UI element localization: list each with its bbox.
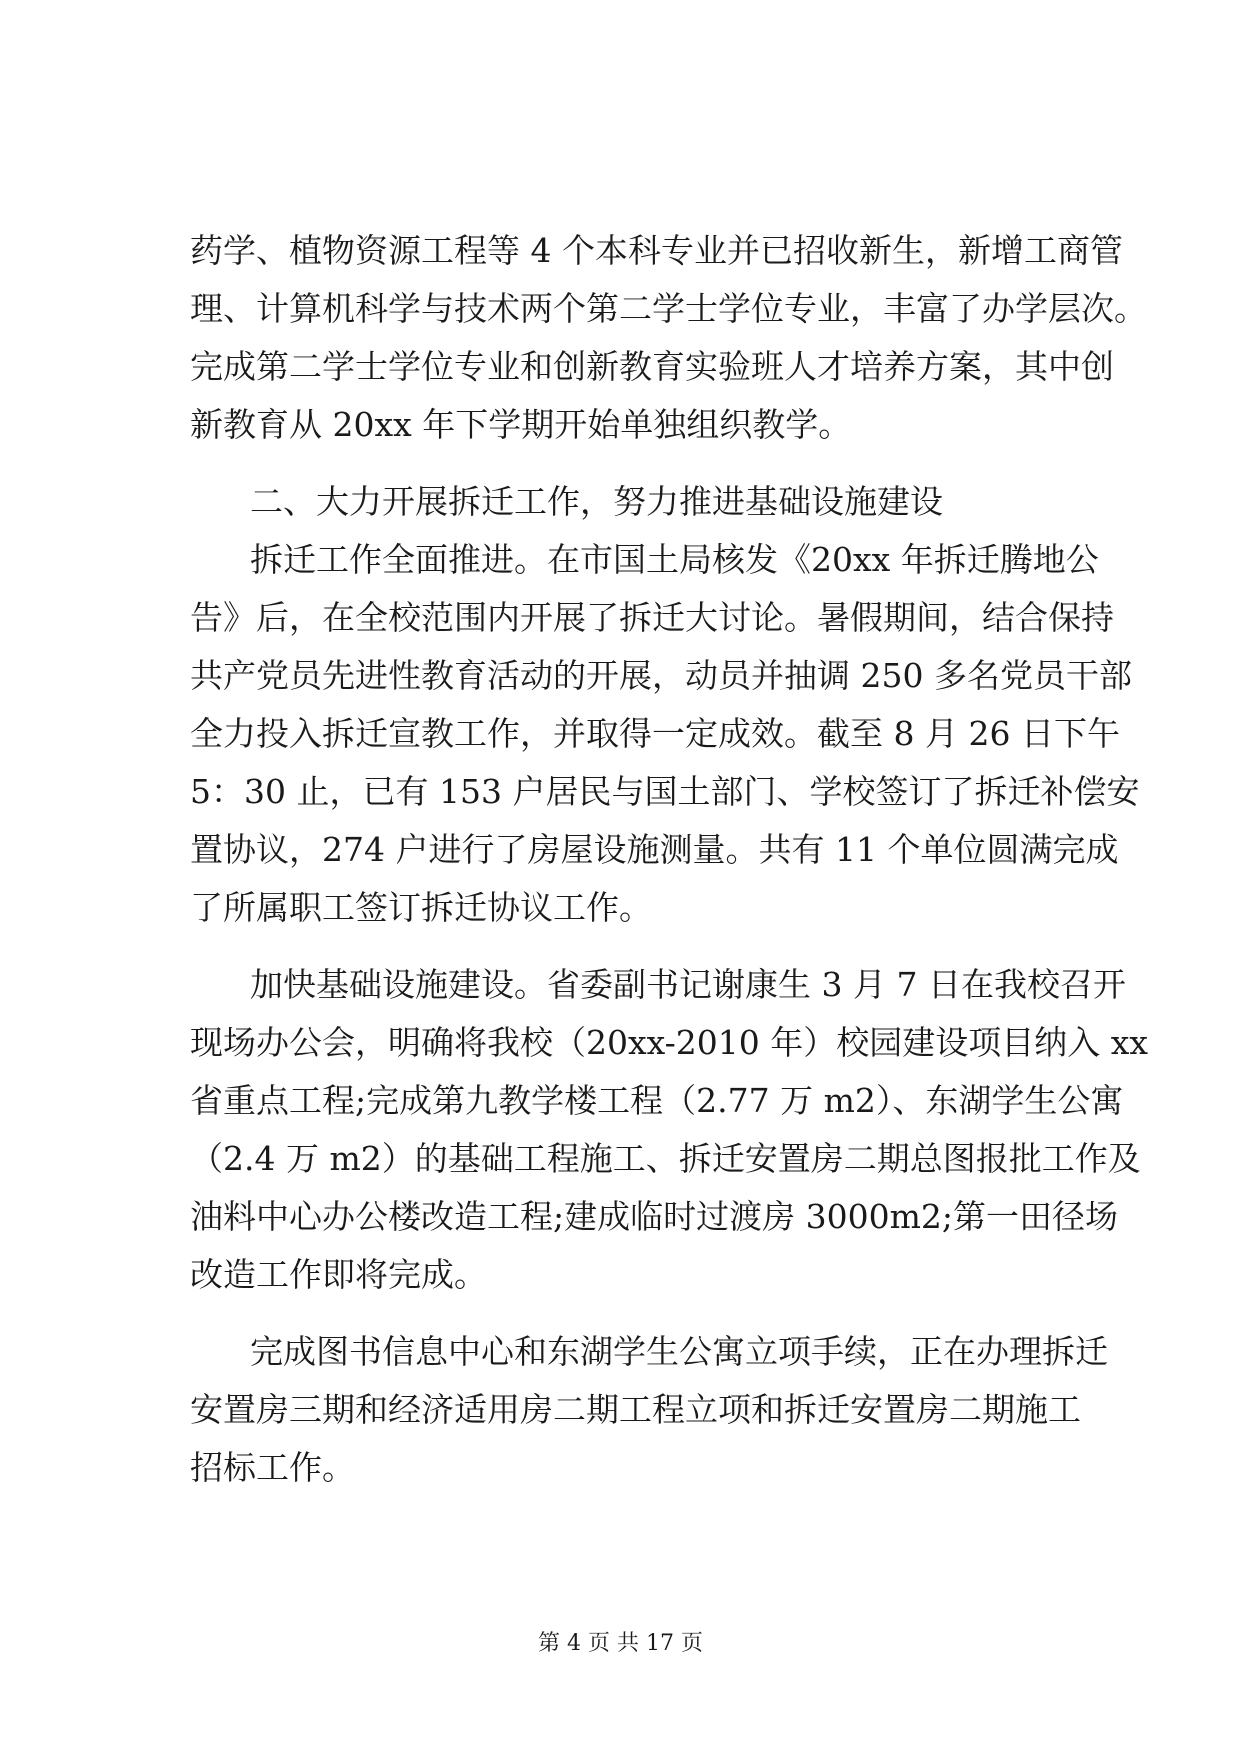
- text-line: 完成第二学士学位专业和创新教育实验班人才培养方案，其中创: [190, 347, 1114, 386]
- paragraph-continuation: [190, 222, 1147, 454]
- text-line: 油料中心办公楼改造工程;建成临时过渡房 3000m2;第一田径场: [190, 1197, 1118, 1236]
- document-body: [190, 222, 1148, 1497]
- text-line: 药学、植物资源工程等 4 个本科专业并已招收新生，新增工商管: [190, 231, 1123, 270]
- paragraph-projects: [190, 1323, 1108, 1497]
- page-number: 第 4 页 共 17 页: [538, 1631, 703, 1656]
- text-line: 招标工作。: [190, 1448, 355, 1487]
- paragraph-infrastructure: [190, 956, 1148, 1304]
- text-line: 新教育从 20xx 年下学期开始单独组织教学。: [190, 405, 852, 444]
- text-line: 拆迁工作全面推进。在市国土局核发《20xx 年拆迁腾地公: [250, 540, 1099, 579]
- text-line: 省重点工程;完成第九教学楼工程（2.77 万 m2）、东湖学生公寓: [190, 1081, 1124, 1120]
- text-line: 全力投入拆迁宣教工作，并取得一定成效。截至 8 月 26 日下午: [190, 714, 1120, 753]
- section-heading: 二、大力开展拆迁工作，努力推进基础设施建设: [250, 482, 943, 521]
- text-line: 安置房三期和经济适用房二期工程立项和拆迁安置房二期施工: [190, 1390, 1081, 1429]
- text-line: 置协议，274 户进行了房屋设施测量。共有 11 个单位圆满完成: [190, 830, 1119, 869]
- text-line: 现场办公会，明确将我校（20xx-2010 年）校园建设项目纳入 xx: [190, 1023, 1148, 1062]
- text-line: 加快基础设施建设。省委副书记谢康生 3 月 7 日在我校召开: [250, 965, 1126, 1004]
- text-line: 共产党员先进性教育活动的开展，动员并抽调 250 多名党员干部: [190, 656, 1132, 695]
- text-line: 理、计算机科学与技术两个第二学士学位专业，丰富了办学层次。: [190, 289, 1147, 328]
- paragraph-demolition: [190, 531, 1140, 937]
- text-line: 了所属职工签订拆迁协议工作。: [190, 888, 652, 927]
- text-line: 完成图书信息中心和东湖学生公寓立项手续，正在办理拆迁: [250, 1332, 1108, 1371]
- text-line: 改造工作即将完成。: [190, 1255, 487, 1294]
- text-line: 5：30 止，已有 153 户居民与国土部门、学校签订了拆迁补偿安: [190, 772, 1140, 811]
- text-line: 告》后，在全校范围内开展了拆迁大讨论。暑假期间，结合保持: [190, 598, 1114, 637]
- text-line: （2.4 万 m2）的基础工程施工、拆迁安置房二期总图报批工作及: [190, 1139, 1141, 1178]
